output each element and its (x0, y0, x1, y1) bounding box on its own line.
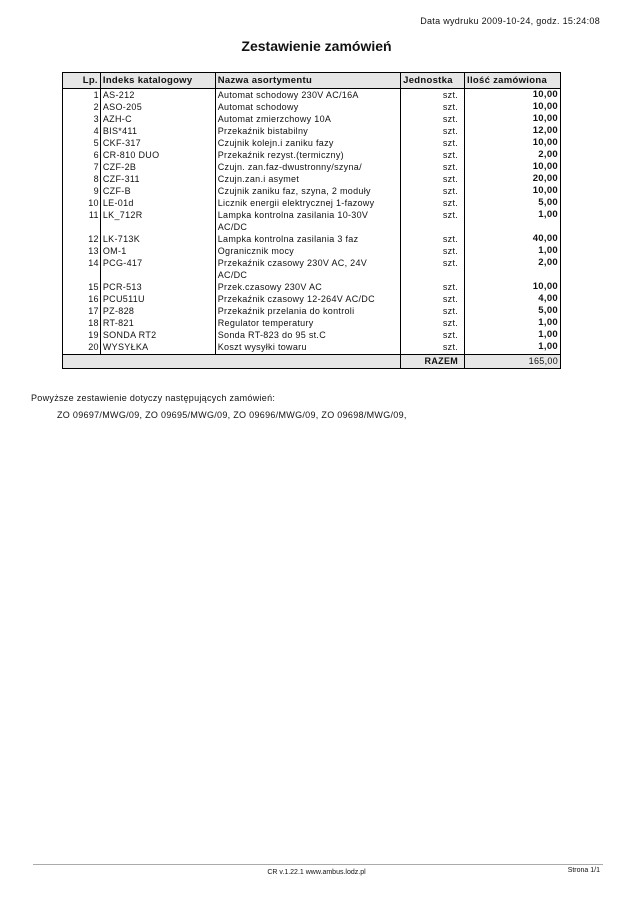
table-row (63, 293, 561, 305)
row-qty: 1,00 (465, 245, 561, 257)
table-row (63, 89, 561, 102)
row-lp: 10 (63, 197, 101, 209)
row-index: RT-821 (100, 317, 215, 329)
row-lp: 11 (63, 209, 101, 233)
row-qty: 10,00 (465, 101, 561, 113)
row-lp: 2 (63, 101, 101, 113)
row-name: Regulator temperatury (215, 317, 400, 329)
row-name: Automat schodowy (215, 101, 400, 113)
row-unit: szt. (401, 89, 465, 102)
row-unit: szt. (401, 257, 465, 281)
table-row (63, 317, 561, 329)
table-row (63, 185, 561, 197)
row-qty: 1,00 (465, 317, 561, 329)
table-row (63, 209, 561, 233)
row-qty: 10,00 (465, 113, 561, 125)
row-lp: 4 (63, 125, 101, 137)
row-name: Czujnik zaniku faz, szyna, 2 moduły (215, 185, 400, 197)
row-lp: 17 (63, 305, 101, 317)
table-row (63, 281, 561, 293)
table-row (63, 173, 561, 185)
row-name: Czujnik kolejn.i zaniku fazy (215, 137, 400, 149)
row-unit: szt. (401, 101, 465, 113)
order-numbers: ZO 09697/MWG/09, ZO 09695/MWG/09, ZO 09696/MWG/09, ZO 09698/MWG/09, (57, 410, 407, 420)
row-index: LE-01d (100, 197, 215, 209)
row-qty: 2,00 (465, 149, 561, 161)
row-lp: 20 (63, 341, 101, 355)
row-qty: 10,00 (465, 89, 561, 102)
row-name: Czujn. zan.faz-dwustronny/szyna/ (215, 161, 400, 173)
row-lp: 15 (63, 281, 101, 293)
row-lp: 7 (63, 161, 101, 173)
row-name: Lampka kontrolna zasilania 10-30V AC/DC (215, 209, 400, 233)
row-qty: 1,00 (465, 329, 561, 341)
orders-note: Powyższe zestawienie dotyczy następujących zamówień: (31, 393, 276, 403)
column-header-name: Nazwa asortymentu (215, 73, 400, 89)
footer-divider (33, 864, 603, 865)
row-lp: 14 (63, 257, 101, 281)
row-unit: szt. (401, 113, 465, 125)
row-unit: szt. (401, 173, 465, 185)
row-index: LK_712R (100, 209, 215, 233)
total-value: 165,00 (465, 355, 561, 369)
row-unit: szt. (401, 305, 465, 317)
row-name: Przekaźnik rezyst.(termiczny) (215, 149, 400, 161)
row-index: CZF-B (100, 185, 215, 197)
row-index: LK-713K (100, 233, 215, 245)
row-unit: szt. (401, 329, 465, 341)
row-index: OM-1 (100, 245, 215, 257)
row-qty: 1,00 (465, 209, 561, 233)
table-row (63, 341, 561, 355)
table-row (63, 101, 561, 113)
row-lp: 19 (63, 329, 101, 341)
row-index: CZF-311 (100, 173, 215, 185)
row-qty: 5,00 (465, 197, 561, 209)
table-row (63, 113, 561, 125)
row-lp: 8 (63, 173, 101, 185)
row-index: PCR-513 (100, 281, 215, 293)
row-unit: szt. (401, 317, 465, 329)
row-name: Przekaźnik przelania do kontroli (215, 305, 400, 317)
row-qty: 40,00 (465, 233, 561, 245)
total-label: RAZEM (401, 355, 465, 369)
row-unit: szt. (401, 245, 465, 257)
row-unit: szt. (401, 233, 465, 245)
row-index: CR-810 DUO (100, 149, 215, 161)
table-row (63, 233, 561, 245)
total-spacer (63, 355, 401, 369)
row-index: SONDA RT2 (100, 329, 215, 341)
row-unit: szt. (401, 341, 465, 355)
page-number: Strona 1/1 (567, 867, 600, 874)
row-name: Licznik energii elektrycznej 1-fazowy (215, 197, 400, 209)
column-header-lp: Lp. (63, 73, 101, 89)
print-date: Data wydruku 2009-10-24, godz. 15:24:08 (420, 16, 600, 26)
row-qty: 2,00 (465, 257, 561, 281)
table-row (63, 257, 561, 281)
column-header-qty: Ilość zamówiona (465, 73, 561, 89)
row-lp: 9 (63, 185, 101, 197)
row-lp: 18 (63, 317, 101, 329)
row-lp: 5 (63, 137, 101, 149)
column-header-index: Indeks katalogowy (100, 73, 215, 89)
row-index: ASO-205 (100, 101, 215, 113)
row-lp: 12 (63, 233, 101, 245)
row-index: CZF-2B (100, 161, 215, 173)
row-index: WYSYŁKA (100, 341, 215, 355)
row-qty: 10,00 (465, 161, 561, 173)
row-name: Automat schodowy 230V AC/16A (215, 89, 400, 102)
row-lp: 1 (63, 89, 101, 102)
row-lp: 3 (63, 113, 101, 125)
table-row (63, 137, 561, 149)
row-unit: szt. (401, 293, 465, 305)
row-name: Przek.czasowy 230V AC (215, 281, 400, 293)
row-unit: szt. (401, 197, 465, 209)
row-lp: 13 (63, 245, 101, 257)
row-unit: szt. (401, 281, 465, 293)
row-qty: 10,00 (465, 185, 561, 197)
table-row (63, 149, 561, 161)
row-unit: szt. (401, 185, 465, 197)
column-header-unit: Jednostka (401, 73, 465, 89)
table-row (63, 329, 561, 341)
table-header-row (63, 73, 561, 89)
total-row (63, 355, 561, 369)
row-lp: 16 (63, 293, 101, 305)
row-unit: szt. (401, 149, 465, 161)
row-qty: 10,00 (465, 137, 561, 149)
row-name: Ogranicznik mocy (215, 245, 400, 257)
row-name: Przekaźnik czasowy 230V AC, 24V AC/DC (215, 257, 400, 281)
row-name: Czujn.zan.i asymet (215, 173, 400, 185)
row-lp: 6 (63, 149, 101, 161)
row-name: Sonda RT-823 do 95 st.C (215, 329, 400, 341)
row-index: PCG-417 (100, 257, 215, 281)
table-row (63, 305, 561, 317)
row-unit: szt. (401, 209, 465, 233)
table-row (63, 245, 561, 257)
row-index: CKF-317 (100, 137, 215, 149)
footer-version: CR v.1.22.1 www.ambus.lodz.pl (267, 869, 366, 876)
table-row (63, 161, 561, 173)
row-index: AZH-C (100, 113, 215, 125)
row-index: PCU511U (100, 293, 215, 305)
row-unit: szt. (401, 161, 465, 173)
row-qty: 1,00 (465, 341, 561, 355)
row-qty: 20,00 (465, 173, 561, 185)
row-name: Koszt wysyłki towaru (215, 341, 400, 355)
row-name: Automat zmierzchowy 10A (215, 113, 400, 125)
row-name: Przekaźnik bistabilny (215, 125, 400, 137)
table-row (63, 125, 561, 137)
row-qty: 12,00 (465, 125, 561, 137)
row-qty: 4,00 (465, 293, 561, 305)
row-qty: 10,00 (465, 281, 561, 293)
row-index: BIS*411 (100, 125, 215, 137)
table-row (63, 197, 561, 209)
row-qty: 5,00 (465, 305, 561, 317)
row-name: Przekaźnik czasowy 12-264V AC/DC (215, 293, 400, 305)
row-name: Lampka kontrolna zasilania 3 faz (215, 233, 400, 245)
orders-table (62, 72, 561, 369)
row-unit: szt. (401, 125, 465, 137)
row-index: AS-212 (100, 89, 215, 102)
page-title: Zestawienie zamówień (241, 38, 392, 54)
row-index: PZ-828 (100, 305, 215, 317)
row-unit: szt. (401, 137, 465, 149)
